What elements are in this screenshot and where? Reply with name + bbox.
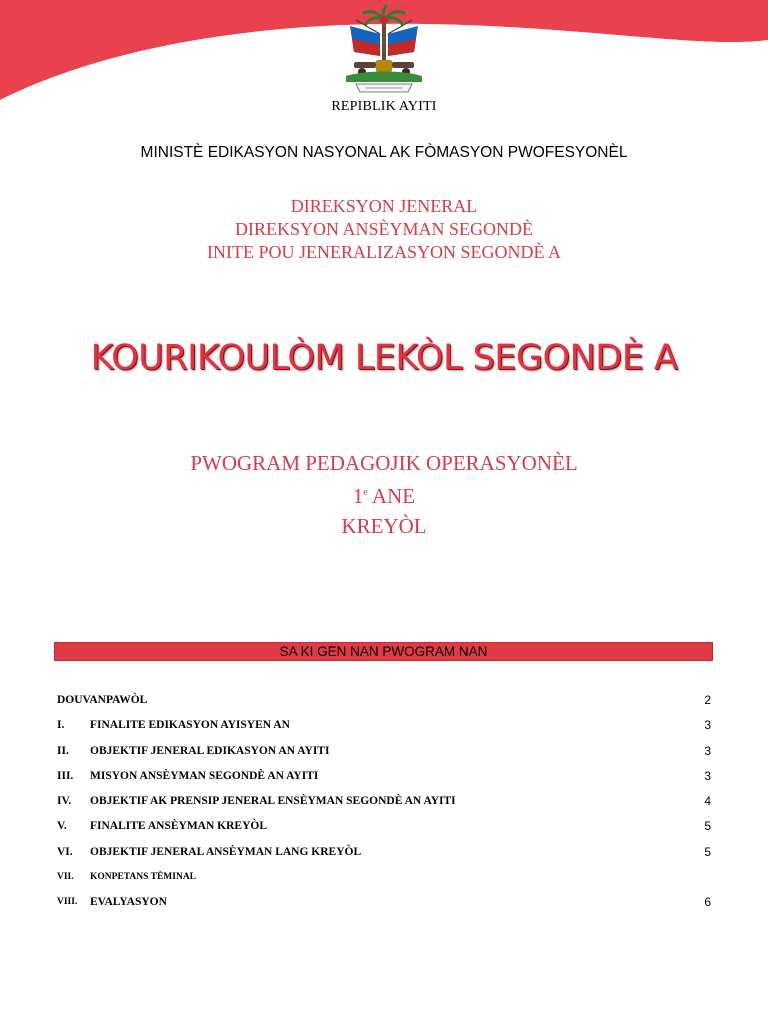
toc-entry[interactable]	[57, 865, 711, 890]
toc-entry-label: MISYON ANSÈYMAN SEGONDÈ AN AYITI	[90, 769, 319, 782]
haiti-coat-of-arms-icon	[334, 4, 434, 102]
toc-entry-page: 2	[704, 693, 711, 707]
program-name: PWOGRAM PEDAGOJIK OPERASYONÈL	[190, 451, 578, 475]
toc-entry-number: V.	[57, 820, 67, 833]
toc-entry-label: OBJEKTIF AK PRENSIP JENERAL ENSÈYMAN SEGONDÈ AN AYITI	[90, 795, 456, 808]
toc-entry-label: FINALITE EDIKASYON AYISYEN AN	[90, 719, 290, 732]
direction-line-2: DIREKSYON ANSÈYMAN SEGONDÈ	[234, 219, 533, 239]
toc-entry-page: 3	[704, 743, 711, 758]
republic-name: REPIBLIK AYITI	[331, 99, 437, 114]
directions-block	[0, 195, 768, 264]
toc-entry-page: 3	[704, 768, 711, 783]
toc-entry-page: 5	[704, 819, 711, 834]
toc-entry[interactable]	[57, 739, 711, 764]
toc-entry[interactable]	[57, 789, 711, 814]
toc-entry[interactable]	[57, 688, 711, 713]
grade-suffix: e	[363, 487, 368, 498]
program-grade	[0, 478, 768, 511]
toc-header: SA KI GEN NAN PWOGRAM NAN	[54, 642, 713, 661]
toc-entry-number: VIII.	[57, 897, 78, 908]
toc-entry-page: 4	[704, 794, 711, 809]
toc-entry-label: OBJEKTIF JENERAL ANSÈYMAN LANG KREYÒL	[90, 845, 362, 858]
grade-word: ANE	[367, 484, 416, 508]
toc-entry-number: II.	[57, 744, 69, 757]
grade-number: 1	[352, 484, 364, 508]
direction-line-1: DIREKSYON JENERAL	[290, 196, 478, 216]
toc-entry-label: FINALITE ANSÈYMAN KREYÒL	[90, 820, 267, 833]
table-of-contents	[57, 688, 711, 916]
program-subject: KREYÒL	[341, 514, 427, 538]
toc-entry-number: VII.	[57, 872, 74, 883]
toc-entry-page: 5	[704, 844, 711, 859]
toc-entry[interactable]	[57, 814, 711, 839]
toc-entry[interactable]	[57, 764, 711, 789]
toc-entry-label: KONPETANS TÈMINAL	[90, 872, 197, 883]
toc-entry-number: III.	[57, 769, 74, 782]
toc-entry-label: OBJEKTIF JENERAL EDIKASYON AN AYITI	[90, 744, 330, 757]
toc-entry-number: I.	[57, 719, 65, 732]
toc-entry[interactable]	[57, 890, 711, 915]
toc-entry-page: 6	[704, 895, 711, 910]
toc-entry-page: 3	[704, 718, 711, 733]
program-block	[0, 448, 768, 541]
toc-entry[interactable]	[57, 840, 711, 865]
toc-entry-label: EVALYASYON	[90, 896, 167, 909]
direction-line-3: INITE POU JENERALIZASYON SEGONDÈ A	[207, 242, 561, 262]
ministry-name: MINISTÈ EDIKASYON NASYONAL AK FÒMASYON PWOFESYONÈL	[140, 144, 628, 161]
toc-entry-number: VI.	[57, 845, 73, 858]
toc-entry-label: DOUVANPAWÒL	[57, 694, 148, 706]
toc-entry[interactable]	[57, 713, 711, 738]
page-title: KOURIKOULÒM LEKÒL SEGONDÈ A	[90, 338, 678, 378]
toc-entry-number: IV.	[57, 795, 72, 808]
